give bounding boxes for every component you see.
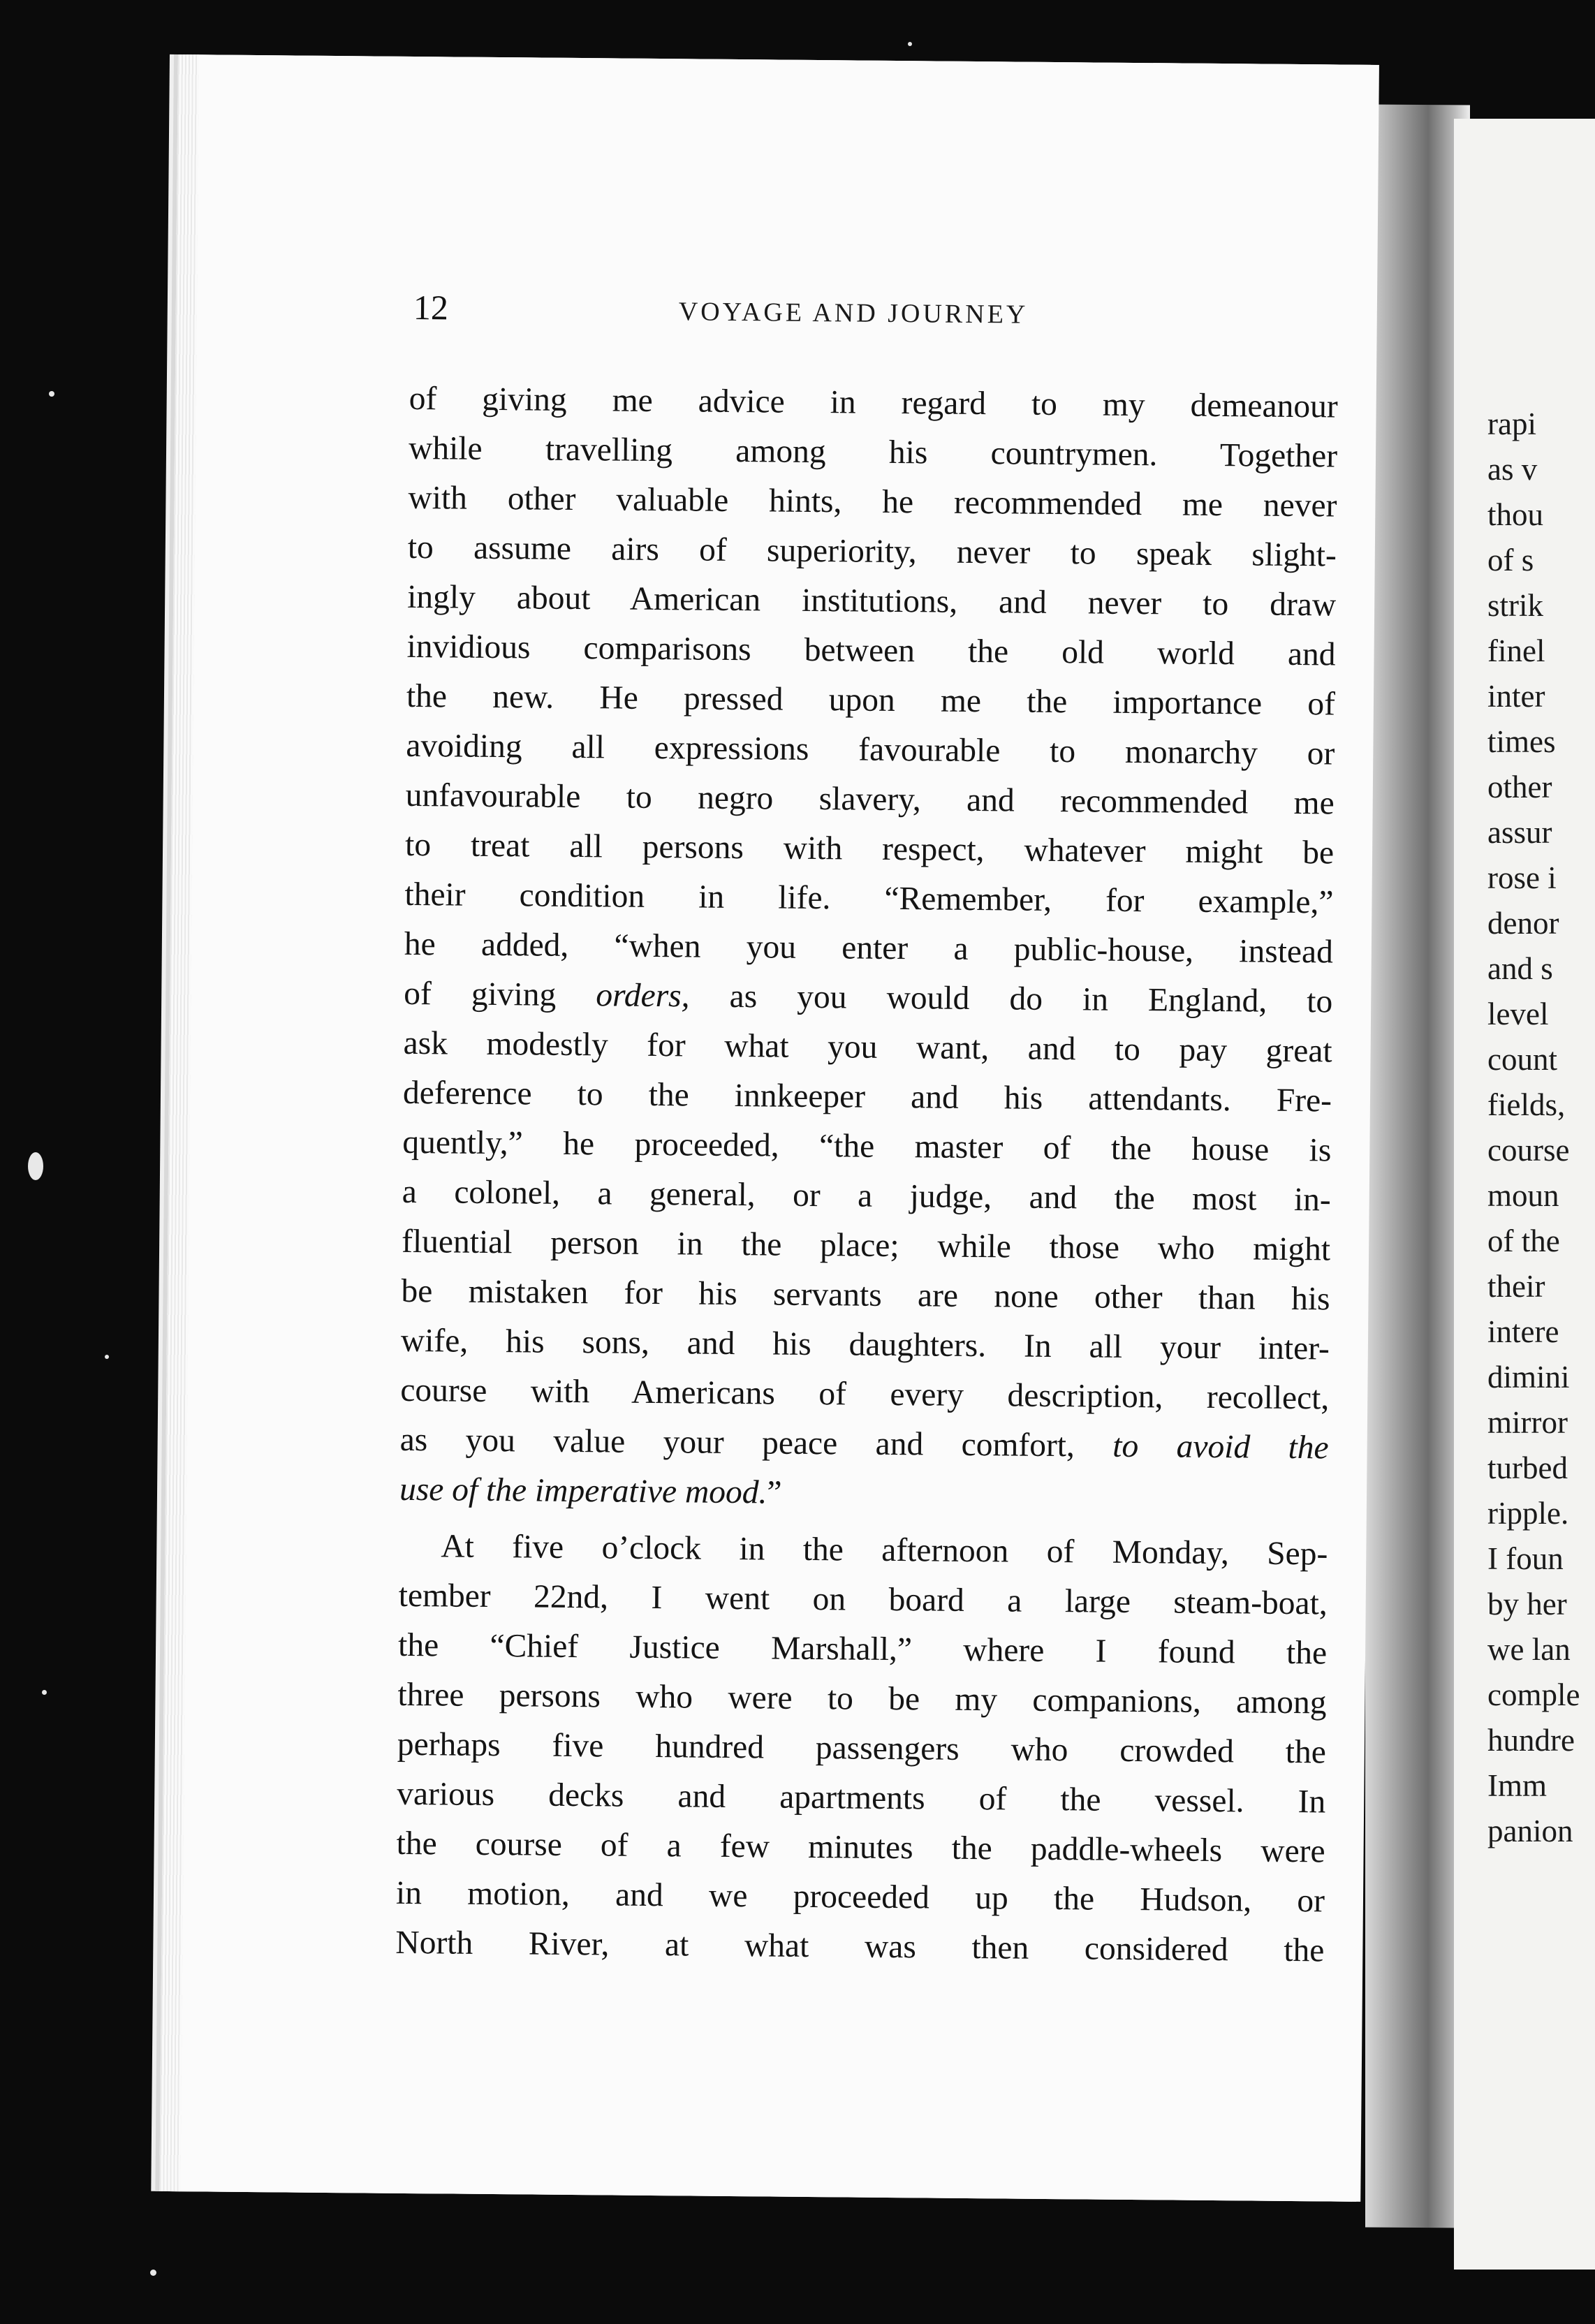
closing-quote: ” bbox=[767, 1474, 782, 1511]
text-line: quently,” he proceeded, “the master of the house is bbox=[402, 1124, 1332, 1169]
dust-speck bbox=[49, 391, 54, 397]
next-line: hundre bbox=[1487, 1723, 1575, 1758]
text-segment: as you would do in England, to bbox=[729, 978, 1333, 1020]
next-line: denor bbox=[1487, 906, 1559, 941]
page-header bbox=[413, 287, 1349, 344]
text-line: course with Americans of every description, recollect, bbox=[400, 1371, 1330, 1417]
italic-text: to avoid the bbox=[1112, 1427, 1329, 1466]
next-line: times bbox=[1487, 724, 1556, 759]
next-line: we lan bbox=[1487, 1632, 1571, 1667]
text-line: the “Chief Justice Marshall,” where I found the bbox=[397, 1626, 1328, 1672]
next-line: moun bbox=[1487, 1178, 1559, 1213]
text-line: three persons who were to be my companions, among bbox=[397, 1676, 1327, 1721]
text-line: while travelling among his countrymen. Together bbox=[408, 429, 1338, 475]
text-line: their condition in life. “Remember, for example,” bbox=[404, 876, 1334, 921]
dust-speck bbox=[908, 42, 912, 46]
next-line: comple bbox=[1487, 1677, 1580, 1712]
text-line: deference to the innkeeper and his attendants. Fre- bbox=[402, 1074, 1332, 1119]
next-line: turbed bbox=[1487, 1450, 1568, 1485]
text-segment: of giving bbox=[404, 975, 557, 1013]
text-line: unfavourable to negro slavery, and recommended me bbox=[405, 777, 1335, 822]
next-line: by her bbox=[1487, 1587, 1567, 1621]
next-line: finel bbox=[1487, 633, 1545, 668]
text-line: the course of a few minutes the paddle-wheels were bbox=[396, 1825, 1325, 1870]
text-line: fluential person in the place; while those who might bbox=[401, 1223, 1331, 1268]
next-line: course bbox=[1487, 1133, 1570, 1168]
next-line: of s bbox=[1487, 543, 1534, 578]
next-line: level bbox=[1487, 996, 1549, 1031]
text-line: with other valuable hints, he recommended me never bbox=[408, 479, 1337, 524]
text-line: a colonel, a general, or a judge, and the most in- bbox=[402, 1173, 1331, 1219]
dust-speck bbox=[150, 2270, 156, 2276]
text-segment: as you value your peace and comfort, bbox=[399, 1421, 1075, 1464]
next-line: and s bbox=[1487, 951, 1553, 986]
next-line: strik bbox=[1487, 588, 1544, 623]
text-line: ingly about American institutions, and never to draw bbox=[407, 578, 1337, 624]
text-line: tember 22nd, I went on board a large steam-boat, bbox=[398, 1577, 1328, 1622]
next-line: their bbox=[1487, 1269, 1545, 1304]
next-line: ripple. bbox=[1487, 1496, 1569, 1531]
next-line: inter bbox=[1487, 679, 1545, 714]
text-line: various decks and apartments of the vessel. In bbox=[397, 1775, 1326, 1821]
text-line: North River, at what was then considered the bbox=[395, 1924, 1325, 1969]
next-line: panion bbox=[1487, 1814, 1573, 1848]
next-line: of the bbox=[1487, 1223, 1560, 1258]
italic-text: use of the imperative mood. bbox=[399, 1471, 767, 1511]
next-page-text bbox=[1487, 402, 1595, 1854]
text-line: to treat all persons with respect, whatever might be bbox=[404, 826, 1335, 872]
dust-speck bbox=[42, 1690, 47, 1695]
text-line: ask modestly for what you want, and to pay great bbox=[403, 1024, 1332, 1070]
page-number: 12 bbox=[413, 287, 449, 328]
text-line: in motion, and we proceeded up the Hudson, or bbox=[395, 1874, 1325, 1920]
next-line: I foun bbox=[1487, 1541, 1564, 1576]
page-body bbox=[395, 374, 1338, 1976]
text-line: the new. He pressed upon me the importance of bbox=[406, 677, 1336, 723]
text-line: of giving me advice in regard to my demeanour bbox=[409, 380, 1338, 425]
next-line: intere bbox=[1487, 1314, 1559, 1349]
running-head: VOYAGE AND JOURNEY bbox=[678, 297, 1029, 330]
text-line: he added, “when you enter a public-house, instead bbox=[404, 925, 1334, 971]
next-line: dimini bbox=[1487, 1360, 1570, 1395]
next-line: Imm bbox=[1487, 1768, 1547, 1803]
text-line: At five o’clock in the afternoon of Monday, Sep- bbox=[441, 1528, 1328, 1573]
text-line: perhaps five hundred passengers who crowded the bbox=[397, 1726, 1327, 1771]
next-line: fields, bbox=[1487, 1087, 1566, 1122]
italic-text: orders, bbox=[596, 977, 690, 1015]
next-line: rapi bbox=[1487, 406, 1536, 441]
text-line: invidious comparisons between the old world and bbox=[406, 628, 1336, 673]
text-line: wife, his sons, and his daughters. In all your inter- bbox=[400, 1322, 1330, 1367]
next-line: as v bbox=[1487, 452, 1538, 487]
page-edges bbox=[159, 54, 199, 2191]
text-line bbox=[399, 1465, 1329, 1523]
text-line: be mistaken for his servants are none other than his bbox=[401, 1272, 1330, 1318]
next-line: other bbox=[1487, 770, 1552, 804]
text-line bbox=[399, 1415, 1329, 1473]
dust-speck bbox=[105, 1355, 109, 1359]
book-page bbox=[159, 54, 1379, 2202]
text-line: avoiding all expressions favourable to monarchy or bbox=[406, 727, 1335, 772]
next-line: mirror bbox=[1487, 1405, 1568, 1440]
next-line: thou bbox=[1487, 497, 1544, 532]
next-line: count bbox=[1487, 1042, 1557, 1077]
text-line: to assume airs of superiority, never to speak slight- bbox=[407, 529, 1337, 574]
dust-speck bbox=[28, 1152, 43, 1180]
next-line: rose i bbox=[1487, 860, 1557, 895]
next-line: assur bbox=[1487, 815, 1552, 850]
text-line bbox=[404, 969, 1333, 1027]
